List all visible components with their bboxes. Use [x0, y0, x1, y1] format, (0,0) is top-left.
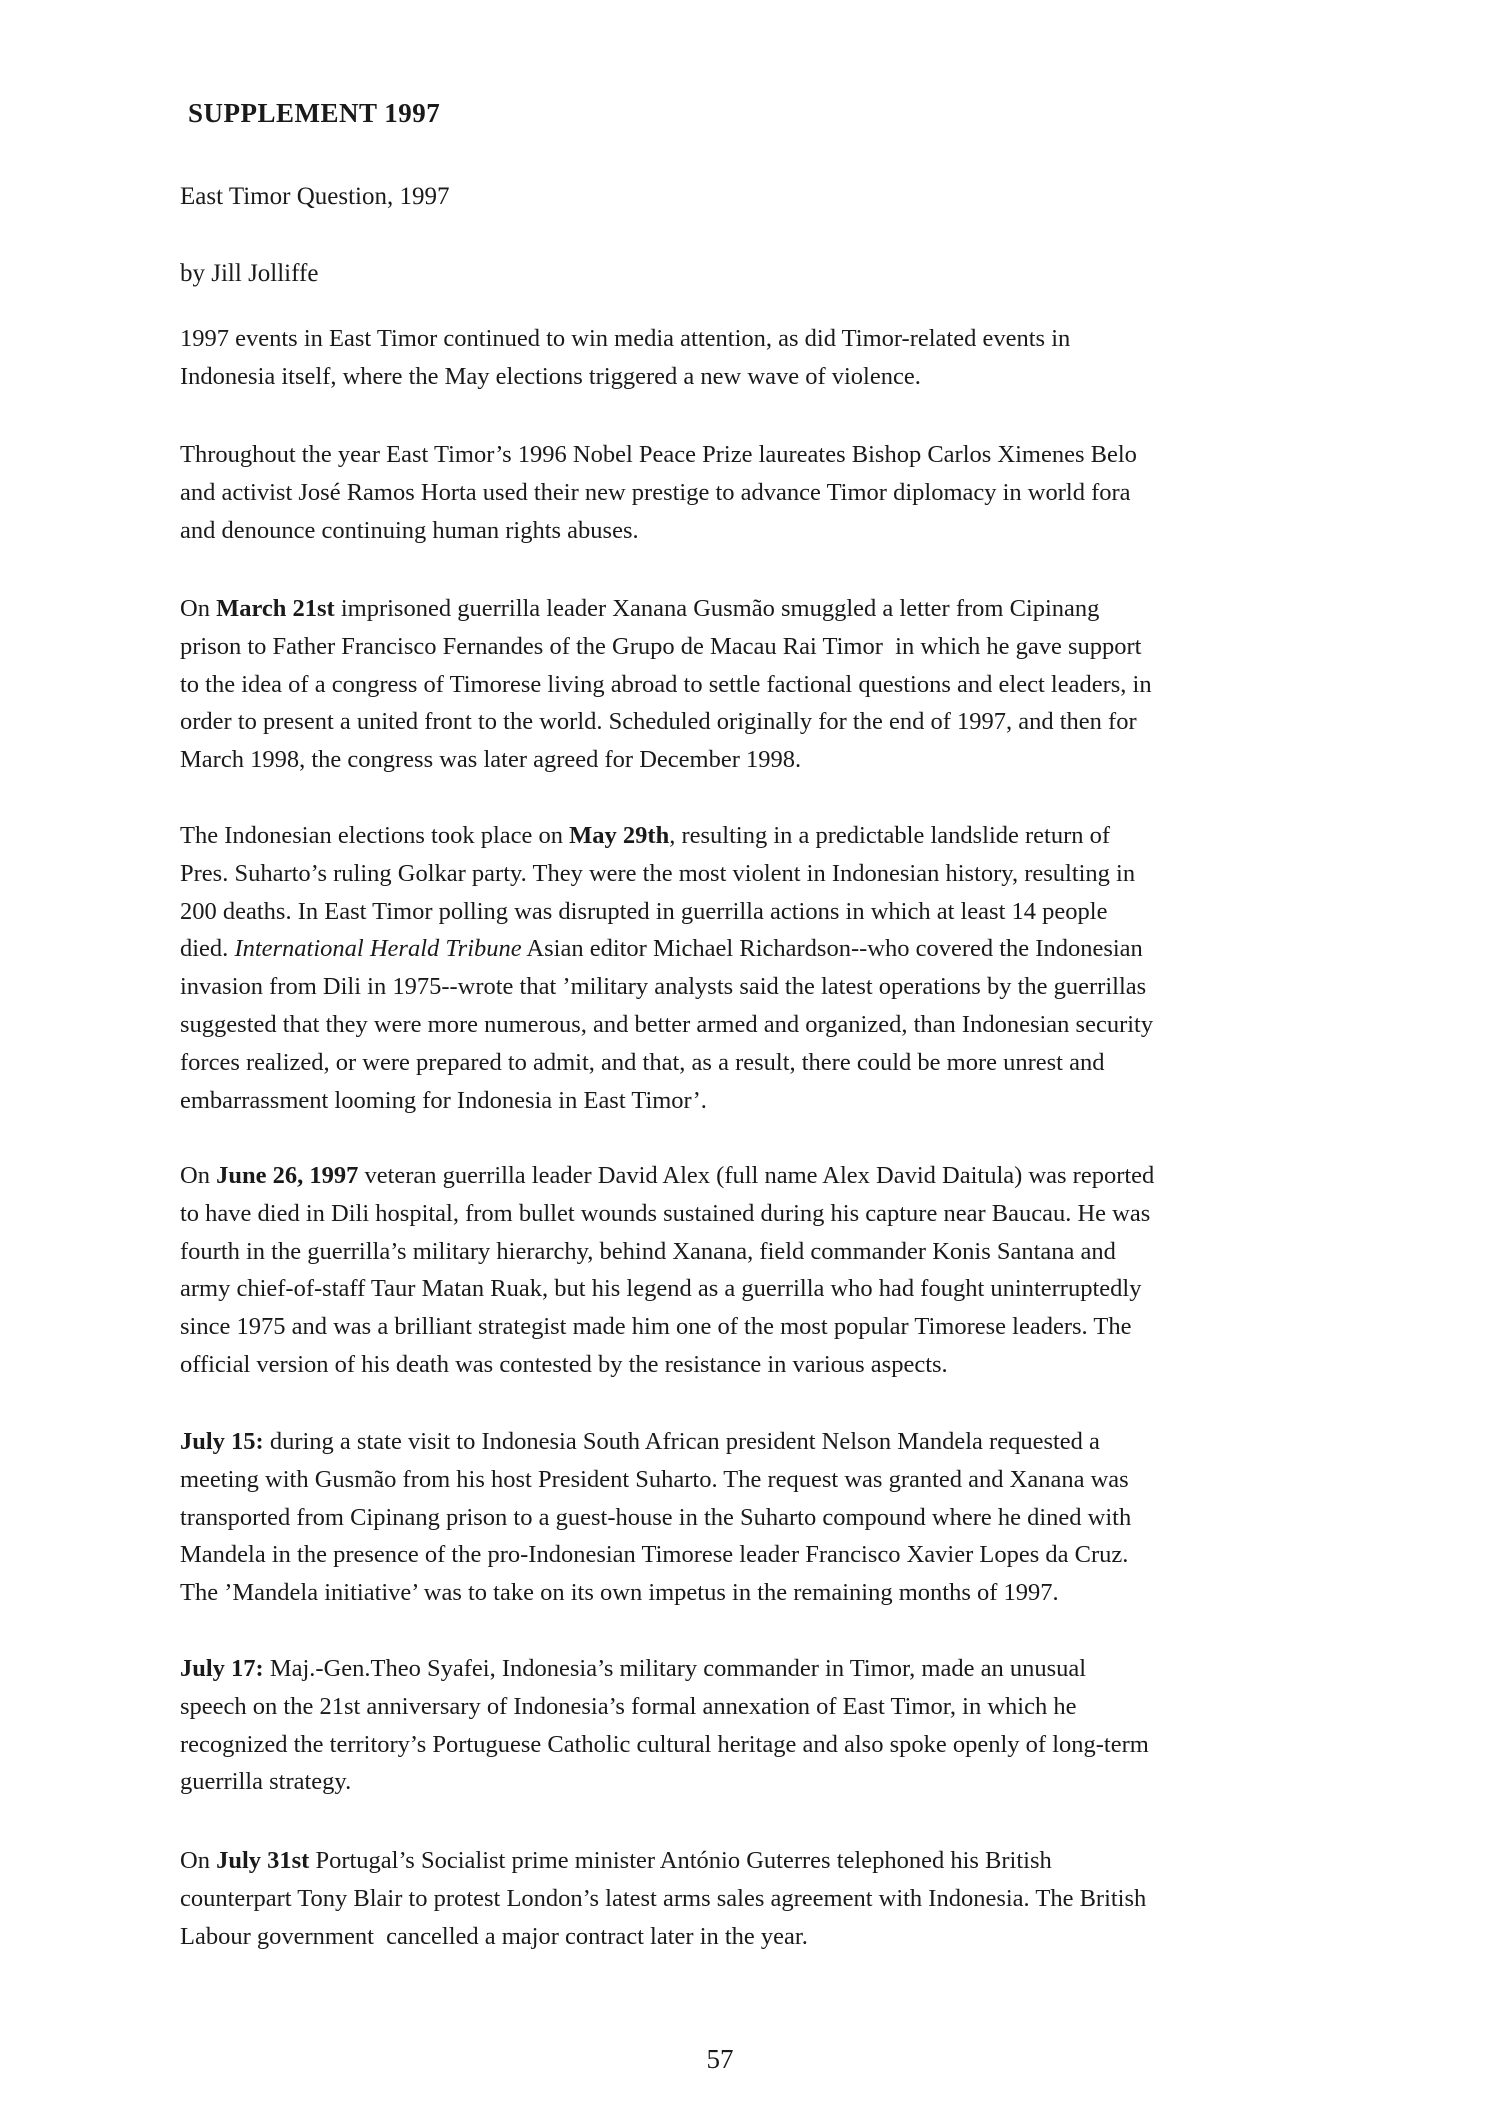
paragraph-line — [180, 703, 1330, 741]
paragraph-line — [180, 741, 1330, 779]
italic-title: International Herald Tribune — [234, 935, 522, 963]
text-run: counterpart Tony Blair to protest London’s latest arms sales agreement with Indonesia. The British — [180, 1884, 1147, 1912]
text-run: Indonesia itself, where the May elections triggered a new wave of violence. — [180, 362, 921, 390]
text-run: transported from Cipinang prison to a guest-house in the Suharto compound where he dined with — [180, 1503, 1132, 1531]
paragraph-line — [180, 1006, 1330, 1044]
paragraph-line — [180, 474, 1330, 512]
paragraph-line — [180, 1499, 1330, 1537]
text-run: veteran guerrilla leader David Alex (full name Alex David Daitula) was reported — [358, 1162, 1155, 1189]
paragraph-line — [180, 1688, 1330, 1726]
text-run: fourth in the guerrilla’s military hierarchy, behind Xanana, field commander Konis Santana and — [180, 1237, 1116, 1265]
text-run: Pres. Suharto’s ruling Golkar party. They were the most violent in Indonesian history, resulting in — [180, 859, 1136, 887]
bold-date: July 15: — [180, 1428, 264, 1455]
text-run: On — [180, 595, 217, 622]
text-run: , resulting in a predictable landslide return of — [669, 822, 1111, 849]
paragraph-line — [180, 358, 1330, 396]
paragraph-line — [180, 1763, 1330, 1801]
text-run: to the idea of a congress of Timorese living abroad to settle factional questions and elect leaders, in — [180, 670, 1152, 698]
paragraph-line — [180, 628, 1330, 666]
text-run: Maj.-Gen.Theo Syafei, Indonesia’s military commander in Timor, made an unusual — [263, 1655, 1087, 1682]
paragraph — [180, 817, 1330, 1119]
text-run: to have died in Dili hospital, from bullet wounds sustained during his capture near Baucau. He was — [180, 1199, 1151, 1227]
text-run: forces realized, or were prepared to admit, and that, as a result, there could be more unrest and — [180, 1048, 1105, 1076]
paragraph-line — [180, 1574, 1330, 1612]
text-run: during a state visit to Indonesia South African president Nelson Mandela requested a — [263, 1428, 1100, 1455]
article-byline: by Jill Jolliffe — [180, 260, 319, 287]
paragraph-line — [180, 930, 1330, 968]
article-subtitle: East Timor Question, 1997 — [180, 183, 450, 210]
text-run: On — [180, 1162, 217, 1189]
paragraph-line — [180, 968, 1330, 1006]
paragraph-line — [180, 817, 1330, 855]
bold-date: July 17: — [180, 1655, 264, 1682]
paragraph — [180, 320, 1330, 396]
text-run: On — [180, 1847, 217, 1874]
text-run: invasion from Dili in 1975--wrote that ’military analysts said the latest operations by the guerrillas — [180, 973, 1147, 1001]
paragraph-line — [180, 1726, 1330, 1764]
page-heading: SUPPLEMENT 1997 — [188, 98, 441, 128]
paragraph-line — [180, 1650, 1330, 1688]
paragraph-line — [180, 512, 1330, 550]
text-run: imprisoned guerrilla leader Xanana Gusmão smuggled a letter from Cipinang — [334, 595, 1100, 622]
paragraph-line — [180, 1536, 1330, 1574]
paragraph-line — [180, 666, 1330, 704]
paragraph — [180, 1423, 1330, 1612]
text-run: speech on the 21st anniversary of Indonesia’s formal annexation of East Timor, in which he — [180, 1692, 1077, 1720]
paragraph — [180, 590, 1330, 779]
paragraph-line — [180, 436, 1330, 474]
paragraph-line — [180, 1461, 1330, 1499]
paragraph-line — [180, 320, 1330, 358]
text-run: meeting with Gusmão from his host President Suharto. The request was granted and Xanana was — [180, 1465, 1129, 1493]
paragraph-line — [180, 1842, 1330, 1880]
text-run: Throughout the year East Timor’s 1996 Nobel Peace Prize laureates Bishop Carlos Ximenes Belo — [180, 441, 1137, 468]
text-run: Labour government cancelled a major contract later in the year. — [180, 1922, 808, 1950]
text-run: Portugal’s Socialist prime minister António Guterres telephoned his British — [309, 1847, 1052, 1874]
paragraph-line — [180, 1880, 1330, 1918]
paragraph-line — [180, 590, 1330, 628]
text-run: 1997 events in East Timor continued to win media attention, as did Timor-related events in — [180, 325, 1071, 352]
paragraph-line — [180, 1346, 1330, 1384]
bold-date: June 26, 1997 — [216, 1162, 359, 1189]
text-run: March 1998, the congress was later agreed for December 1998. — [180, 746, 802, 774]
paragraph-line — [180, 1195, 1330, 1233]
text-run: died. — [180, 935, 235, 963]
paragraph-line — [180, 1082, 1330, 1120]
bold-date: May 29th — [569, 822, 670, 849]
paragraph-line — [180, 1233, 1330, 1271]
text-run: order to present a united front to the world. Scheduled originally for the end of 1997, and then for — [180, 708, 1137, 736]
text-run: prison to Father Francisco Fernandes of the Grupo de Macau Rai Timor in which he gave support — [180, 632, 1142, 660]
text-run: and activist José Ramos Horta used their new prestige to advance Timor diplomacy in world fora — [180, 478, 1131, 506]
bold-date: March 21st — [216, 595, 335, 622]
text-run: guerrilla strategy. — [180, 1768, 352, 1796]
paragraph-line — [180, 1270, 1330, 1308]
text-run: 200 deaths. In East Timor polling was disrupted in guerrilla actions in which at least 14 people — [180, 897, 1108, 925]
text-run: army chief-of-staff Taur Matan Ruak, but his legend as a guerrilla who had fought uninterruptedly — [180, 1275, 1142, 1303]
bold-date: July 31st — [216, 1847, 310, 1874]
text-run: Asian editor Michael Richardson--who covered the Indonesian — [521, 935, 1143, 963]
text-run: The ’Mandela initiative’ was to take on its own impetus in the remaining months of 1997. — [180, 1579, 1059, 1607]
text-run: recognized the territory’s Portuguese Catholic cultural heritage and also spoke openly of long-term — [180, 1730, 1149, 1758]
text-run: and denounce continuing human rights abuses. — [180, 516, 639, 544]
paragraph-line — [180, 893, 1330, 931]
paragraph — [180, 1650, 1330, 1801]
text-run: official version of his death was contested by the resistance in various aspects. — [180, 1350, 948, 1378]
paragraph-line — [180, 855, 1330, 893]
paragraph-line — [180, 1423, 1330, 1461]
paragraph-line — [180, 1918, 1330, 1956]
paragraph — [180, 1842, 1330, 1955]
paragraph-line — [180, 1044, 1330, 1082]
paragraph — [180, 436, 1330, 549]
paragraph-line — [180, 1308, 1330, 1346]
paragraph — [180, 1157, 1330, 1384]
page-number: 57 — [706, 2044, 734, 2074]
text-run: The Indonesian elections took place on — [180, 822, 570, 849]
text-run: suggested that they were more numerous, and better armed and organized, than Indonesian security — [180, 1010, 1154, 1038]
text-run: Mandela in the presence of the pro-Indonesian Timorese leader Francisco Xavier Lopes da Cruz. — [180, 1541, 1129, 1569]
text-run: since 1975 and was a brilliant strategist made him one of the most popular Timorese leaders. The — [180, 1313, 1132, 1341]
text-run: embarrassment looming for Indonesia in East Timor’. — [180, 1086, 707, 1114]
paragraph-line — [180, 1157, 1330, 1195]
